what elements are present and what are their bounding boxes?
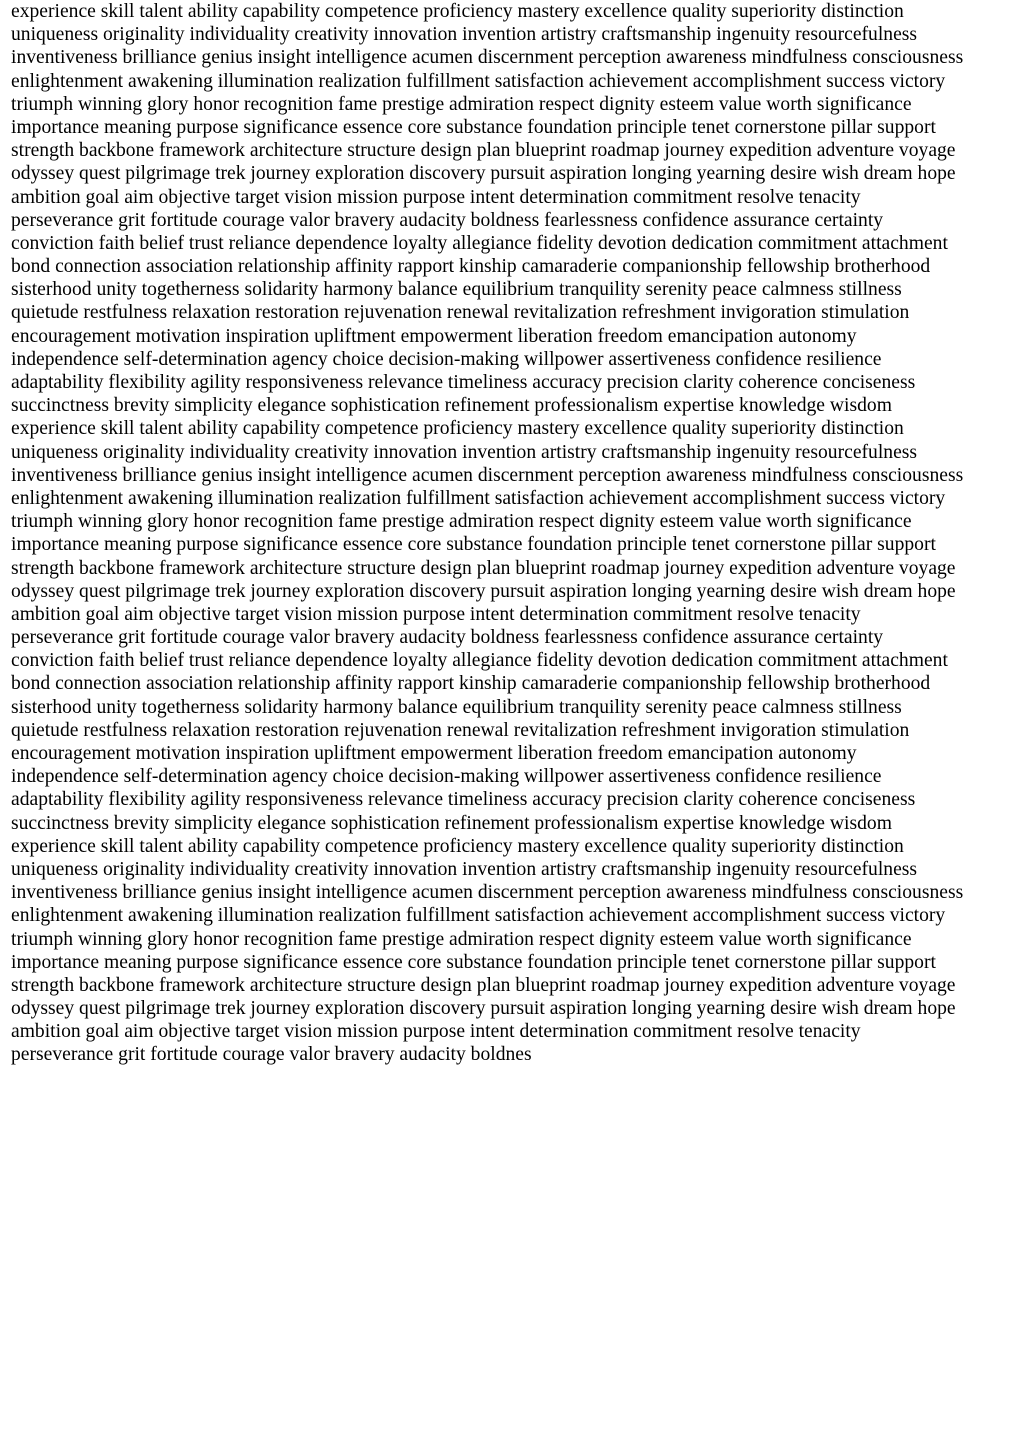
document-body: [11, 0, 1021, 1067]
text-line: experience skill talent ability capability competence proficiency mastery excellence quality superiority distinction: [11, 835, 904, 857]
text-line: quietude restfulness relaxation restoration rejuvenation renewal revitalization refreshment invigoration stimulation: [11, 302, 910, 324]
text-line: uniqueness originality individuality creativity innovation invention artistry craftsmanship ingenuity resourcefulness: [11, 24, 918, 46]
text-line: sisterhood unity togetherness solidarity harmony balance equilibrium tranquility serenity peace calmness stillness: [11, 279, 902, 301]
text-line: importance meaning purpose significance essence core substance foundation principle tenet cornerstone pillar support: [11, 116, 936, 138]
text-line: independence self-determination agency choice decision-making willpower assertiveness confidence resilience: [11, 766, 882, 788]
text-line: inventiveness brilliance genius insight intelligence acumen discernment perception awareness mindfulness consciousness: [11, 464, 964, 486]
text-line: conviction faith belief trust reliance dependence loyalty allegiance fidelity devotion dedication commitment attachment: [11, 232, 948, 254]
text-line: succinctness brevity simplicity elegance sophistication refinement professionalism expertise knowledge wisdom: [11, 395, 892, 417]
text-line: independence self-determination agency choice decision-making willpower assertiveness confidence resilience: [11, 348, 882, 370]
text-line: succinctness brevity simplicity elegance sophistication refinement professionalism expertise knowledge wisdom: [11, 812, 892, 834]
text-line: conviction faith belief trust reliance dependence loyalty allegiance fidelity devotion dedication commitment attachment: [11, 650, 948, 672]
text-line: perseverance grit fortitude courage valor bravery audacity boldness fearlessness confidence assurance certainty: [11, 627, 884, 649]
text-line: enlightenment awakening illumination realization fulfillment satisfaction achievement accomplishment success victory: [11, 70, 946, 92]
text-line: perseverance grit fortitude courage valor bravery audacity boldnes: [11, 1044, 532, 1066]
text-line: ambition goal aim objective target vision mission purpose intent determination commitment resolve tenacity: [11, 603, 861, 625]
text-line: triumph winning glory honor recognition fame prestige admiration respect dignity esteem value worth significance: [11, 511, 912, 533]
text-line: enlightenment awakening illumination realization fulfillment satisfaction achievement accomplishment success victory: [11, 487, 946, 509]
text-line: encouragement motivation inspiration upliftment empowerment liberation freedom emancipation autonomy: [11, 743, 857, 764]
text-line: perseverance grit fortitude courage valor bravery audacity boldness fearlessness confidence assurance certainty: [11, 209, 884, 231]
text-line: strength backbone framework architecture structure design plan blueprint roadmap journey expedition adventure voyage: [11, 140, 956, 162]
text-line: importance meaning purpose significance essence core substance foundation principle tenet cornerstone pillar support: [11, 951, 936, 973]
text-line: adaptability flexibility agility responsiveness relevance timeliness accuracy precision clarity coherence conciseness: [11, 789, 916, 811]
text-line: ambition goal aim objective target vision mission purpose intent determination commitment resolve tenacity: [11, 186, 861, 208]
text-line: triumph winning glory honor recognition fame prestige admiration respect dignity esteem value worth significance: [11, 93, 912, 115]
text-line: triumph winning glory honor recognition fame prestige admiration respect dignity esteem value worth significance: [11, 928, 912, 950]
text-line: odyssey quest pilgrimage trek journey exploration discovery pursuit aspiration longing yearning desire wish dream hope: [11, 163, 956, 185]
text-line: uniqueness originality individuality creativity innovation invention artistry craftsmanship ingenuity resourcefulness: [11, 858, 918, 880]
text-line: bond connection association relationship affinity rapport kinship camaraderie companionship fellowship brotherhood: [11, 673, 931, 695]
text-line: strength backbone framework architecture structure design plan blueprint roadmap journey expedition adventure voyage: [11, 974, 956, 996]
text-line: adaptability flexibility agility responsiveness relevance timeliness accuracy precision clarity coherence conciseness: [11, 372, 916, 393]
text-line: encouragement motivation inspiration upliftment empowerment liberation freedom emancipation autonomy: [11, 325, 857, 347]
text-line: ambition goal aim objective target vision mission purpose intent determination commitment resolve tenacity: [11, 1021, 861, 1043]
text-line: experience skill talent ability capability competence proficiency mastery excellence quality superiority distinction: [11, 418, 904, 440]
text-line: inventiveness brilliance genius insight intelligence acumen discernment perception awareness mindfulness consciousness: [11, 47, 964, 69]
text-line: experience skill talent ability capability competence proficiency mastery excellence quality superiority distinction: [11, 1, 904, 22]
text-line: strength backbone framework architecture structure design plan blueprint roadmap journey expedition adventure voyage: [11, 557, 956, 579]
text-line: quietude restfulness relaxation restoration rejuvenation renewal revitalization refreshment invigoration stimulation: [11, 719, 910, 741]
text-line: enlightenment awakening illumination realization fulfillment satisfaction achievement accomplishment success victory: [11, 905, 946, 927]
text-line: odyssey quest pilgrimage trek journey exploration discovery pursuit aspiration longing yearning desire wish dream hope: [11, 998, 956, 1020]
text-line: bond connection association relationship affinity rapport kinship camaraderie companionship fellowship brotherhood: [11, 256, 931, 278]
text-line: sisterhood unity togetherness solidarity harmony balance equilibrium tranquility serenity peace calmness stillness: [11, 696, 902, 718]
text-line: importance meaning purpose significance essence core substance foundation principle tenet cornerstone pillar support: [11, 534, 936, 556]
text-line: inventiveness brilliance genius insight intelligence acumen discernment perception awareness mindfulness consciousness: [11, 882, 964, 904]
text-line: odyssey quest pilgrimage trek journey exploration discovery pursuit aspiration longing yearning desire wish dream hope: [11, 580, 956, 602]
text-line: uniqueness originality individuality creativity innovation invention artistry craftsmanship ingenuity resourcefulness: [11, 441, 918, 463]
